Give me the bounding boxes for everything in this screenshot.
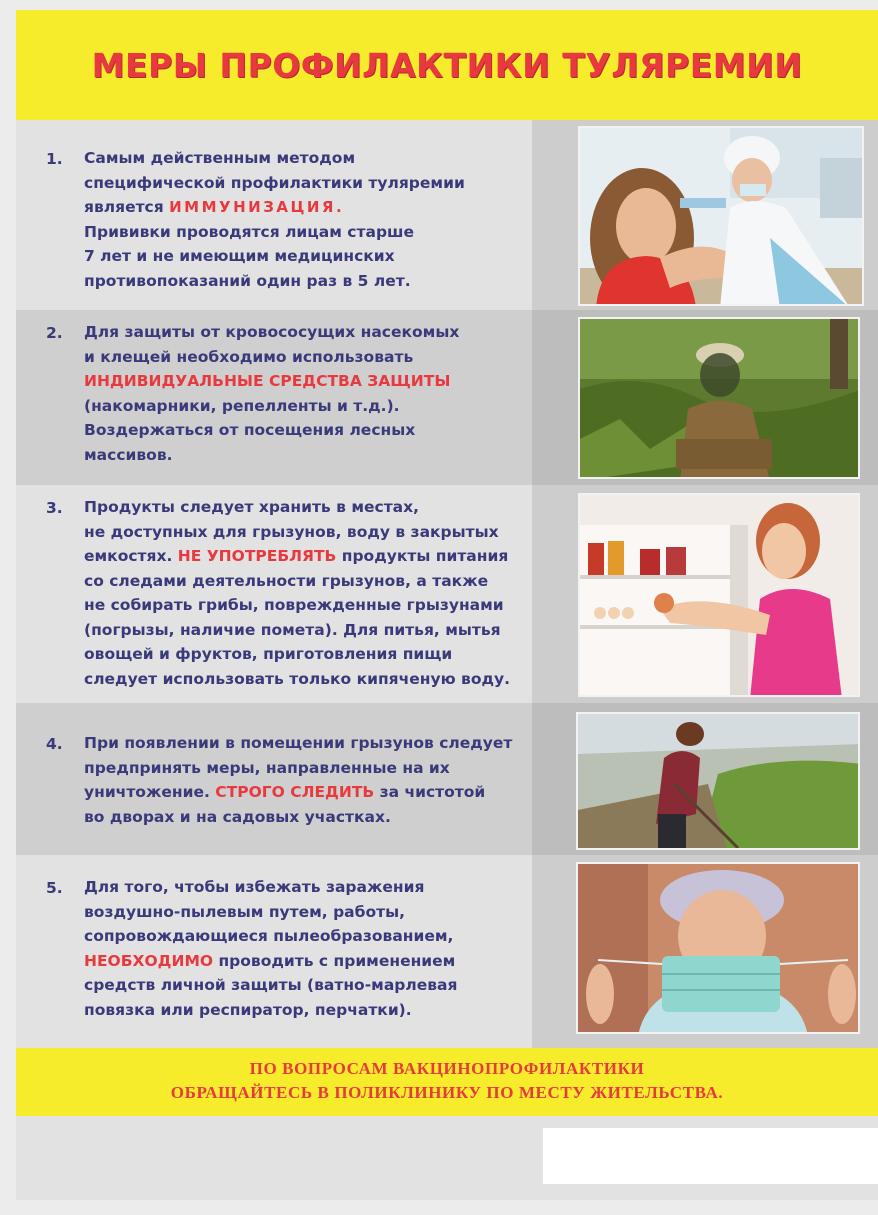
text-fragment: (погрызы, наличие помета). Для питья, мытья [84,620,501,639]
text-fragment: повязка или респиратор, перчатки). [84,1000,412,1019]
refrigerator-photo [578,493,860,697]
measure-number: 3. [46,499,63,517]
text-line [84,269,530,294]
text-fragment: Продукты следует хранить в местах, [84,498,420,516]
text-fragment: со следами деятельности грызунов, а также [84,571,489,590]
text-fragment: сопровождающиеся пылеобразованием, [84,927,454,945]
photo-column [532,120,878,310]
footer-line-1: ПО ВОПРОСАМ ВАКЦИНОПРОФИЛАКТИКИ [249,1059,645,1078]
blank-patch [543,1128,878,1184]
text-fragment: не собирать грибы, поврежденные грызунами [84,596,504,614]
measure-number: 1. [46,150,63,168]
text-line [84,195,530,220]
text-fragment: воздушно-пылевым путем, работы, [84,902,405,921]
page-title: МЕРЫ ПРОФИЛАКТИКИ ТУЛЯРЕМИИ [91,45,803,85]
photo-column [532,310,878,485]
text-fragment: противопоказаний один раз в 5 лет. [84,271,411,290]
measure-text-column [16,703,532,855]
text-line [84,949,530,974]
measure-text-column [16,485,532,703]
text-line [84,569,530,594]
text-line [84,146,530,171]
measure-text-column [16,310,532,485]
text-fragment: Для того, чтобы избежать заражения [84,878,425,896]
measure-number: 2. [46,324,63,342]
text-line [84,998,530,1023]
text-fragment: (накомарники, репелленты и т.д.). [84,396,400,415]
measure-text [84,875,530,1022]
text-line [84,544,530,569]
measure-row-1 [16,120,878,310]
text-line [84,394,530,419]
measure-text [84,320,530,467]
text-fragment: проводить с применением [213,951,456,970]
text-line [84,780,530,805]
text-fragment: средств личной защиты (ватно-марлевая [84,976,458,994]
face-mask-photo [576,862,860,1034]
text-fragment: является [84,198,170,216]
text-line [84,731,530,756]
text-fragment: Прививки проводятся лицам старше [84,222,415,241]
text-fragment: предпринять меры, направленные на их [84,758,450,777]
text-line [84,642,530,667]
text-fragment: емкостях. [84,547,178,565]
text-fragment: за чистотой [374,783,486,801]
photo-column [532,485,878,703]
text-line [84,973,530,998]
text-line [84,220,530,245]
highlight-text: СТРОГО СЛЕДИТЬ [215,783,375,801]
measure-text [84,731,530,829]
highlight-text: ИММУНИЗАЦИЯ. [169,198,345,216]
text-line [84,418,530,443]
text-line [84,171,530,196]
text-fragment: овощей и фруктов, приготовления пищи [84,645,453,663]
header-banner [16,10,878,120]
highlight-text: ИНДИВИДУАЛЬНЫЕ СРЕДСТВА ЗАЩИТЫ [84,372,451,390]
footer-banner [16,1048,878,1116]
text-line [84,667,530,692]
beekeeper-net-photo [578,317,860,479]
text-fragment: Самым действенным методом [84,149,356,167]
text-fragment: массивов. [84,445,173,464]
photo-column [532,855,878,1048]
text-line [84,900,530,925]
text-line [84,756,530,781]
garden-work-photo [576,712,860,850]
vaccination-photo [578,126,864,306]
text-fragment: При появлении в помещении грызунов следует [84,734,513,752]
measure-number: 4. [46,735,63,753]
text-line [84,618,530,643]
photo-column [532,703,878,855]
measure-row-2 [16,310,878,485]
text-fragment: уничтожение. [84,783,216,801]
measure-text [84,146,530,293]
text-fragment: следует использовать только кипяченую воду. [84,669,511,688]
text-line [84,244,530,269]
text-line [84,924,530,949]
text-fragment: во дворах и на садовых участках. [84,807,391,826]
text-fragment: Для защиты от кровососущих насекомых [84,323,460,341]
text-line [84,875,530,900]
text-line [84,593,530,618]
measure-row-5 [16,855,878,1048]
highlight-text: НЕ УПОТРЕБЛЯТЬ [177,547,337,565]
measure-row-3 [16,485,878,703]
measure-text-column [16,855,532,1048]
text-line [84,495,530,520]
footer-line-2: ОБРАЩАЙТЕСЬ В ПОЛИКЛИНИКУ ПО МЕСТУ ЖИТЕЛЬСТВА. [170,1083,724,1102]
measure-row-4 [16,703,878,855]
measure-text-column [16,120,532,310]
measure-text [84,495,530,691]
text-line [84,320,530,345]
text-fragment: не доступных для грызунов, воду в закрытых [84,522,499,541]
text-line [84,520,530,545]
text-fragment: 7 лет и не имеющим медицинских [84,247,395,265]
text-line [84,369,530,394]
text-line [84,345,530,370]
text-fragment: продукты питания [336,547,509,565]
text-fragment: Воздержаться от посещения лесных [84,421,416,439]
highlight-text: НЕОБХОДИМО [84,951,214,970]
text-fragment: и клещей необходимо использовать [84,347,414,366]
text-line [84,805,530,830]
text-fragment: специфической профилактики туляремии [84,173,465,192]
text-line [84,443,530,468]
measure-number: 5. [46,879,63,897]
